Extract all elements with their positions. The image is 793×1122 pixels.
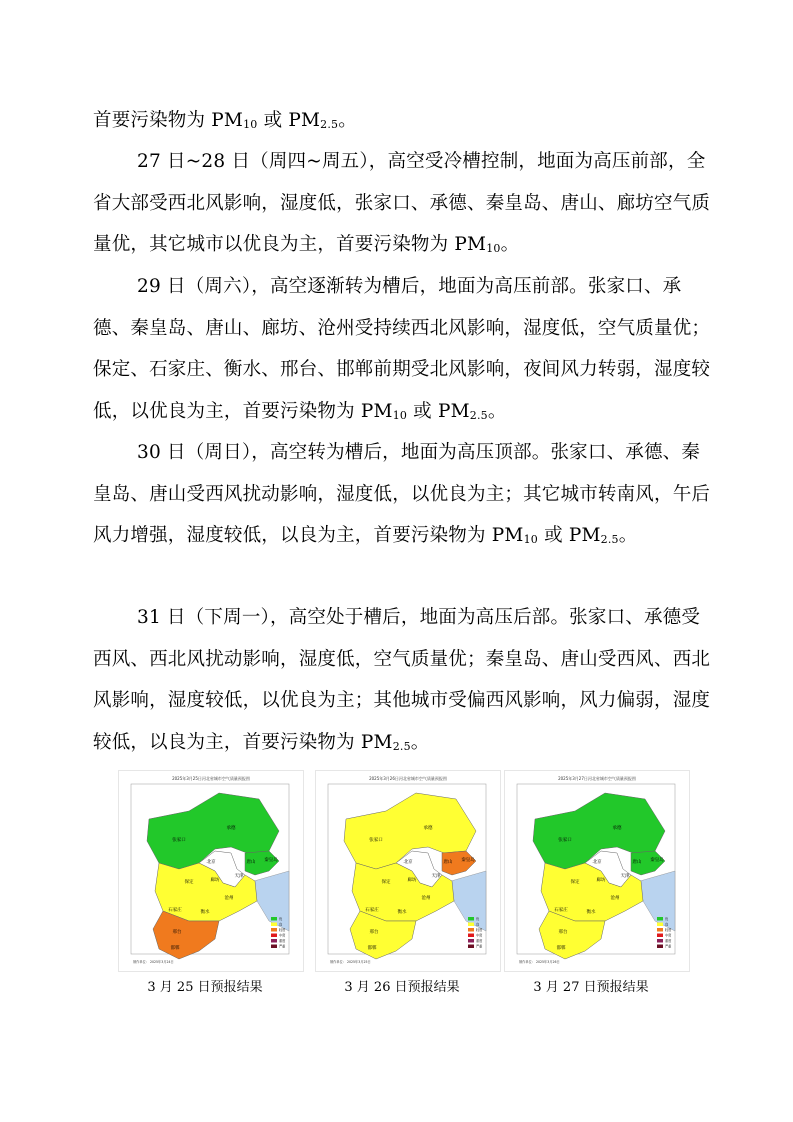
forecast-map-1	[118, 770, 304, 972]
city-label: 保定	[570, 880, 580, 885]
map-title: 2025年3月26日河北省城市空气质量预报图	[369, 776, 447, 781]
city-label: 北京	[403, 860, 413, 865]
city-label: 邢台	[172, 930, 182, 935]
legend-swatch	[468, 934, 474, 938]
city-label: 廊坊	[407, 878, 417, 883]
paragraph-4: 30 日（周日），高空转为槽后，地面为高压顶部。张家口、承德、秦皇岛、唐山受西风扰动影响，湿度低，以优良为主；其它城市转南风，午后风力增强，湿度较低，以良为主，首要污染物为 $PM_{10}$ 或 $PM_{2.5}$。	[93, 442, 711, 546]
city-label: 秦皇岛	[461, 858, 475, 863]
city-label: 承德	[226, 826, 236, 831]
city-label: 邢台	[558, 930, 568, 935]
legend-label: 良	[476, 922, 480, 927]
legend-label: 重度	[476, 939, 483, 943]
legend-swatch	[657, 923, 663, 927]
city-label: 保定	[381, 880, 391, 885]
city-label: 沧州	[610, 896, 620, 901]
city-label: 张家口	[369, 838, 383, 843]
legend-swatch	[657, 917, 663, 921]
city-label: 沧州	[224, 896, 234, 901]
legend-label: 严重	[665, 944, 672, 949]
map-svg	[505, 771, 689, 971]
paragraph-1: 首要污染物为 $PM_{10}$ 或 $PM_{2.5}$。	[93, 110, 357, 131]
legend-label: 轻度	[279, 928, 286, 932]
legend-swatch	[271, 917, 277, 921]
city-label: 沧州	[421, 896, 431, 901]
city-label: 衡水	[397, 910, 407, 915]
legend-swatch	[468, 945, 474, 949]
city-label: 邯郸	[170, 946, 180, 951]
legend-label: 轻度	[665, 928, 672, 932]
city-label: 石家庄	[365, 908, 379, 913]
legend-swatch	[271, 923, 277, 927]
legend-swatch	[468, 923, 474, 927]
city-label: 天津	[431, 874, 441, 879]
legend-label: 中度	[476, 933, 483, 938]
map-title: 2025年3月25日河北省城市空气质量预报图	[172, 776, 250, 781]
city-label: 秦皇岛	[650, 858, 664, 863]
caption-map-2: 3 月 26 日预报结果	[344, 980, 460, 995]
city-label: 唐山	[632, 860, 642, 865]
caption-map-1: 3 月 25 日预报结果	[147, 980, 263, 995]
legend-swatch	[468, 917, 474, 921]
legend-swatch	[271, 934, 277, 938]
legend-label: 严重	[476, 944, 483, 949]
legend-swatch	[657, 945, 663, 949]
paragraph-5: 31 日（下周一），高空处于槽后，地面为高压后部。张家口、承德受西风、西北风扰动影响，湿度低，空气质量优；秦皇岛、唐山受西风、西北风影响，湿度较低，以优良为主；其他城市受偏西风影响，风力偏弱，湿度较低，以良为主，首要污染物为 $PM_{2.5}$。	[93, 607, 711, 753]
city-label: 唐山	[246, 860, 256, 865]
map-svg	[119, 771, 303, 971]
city-label: 邯郸	[556, 946, 566, 951]
city-label: 邢台	[369, 930, 379, 935]
map-svg	[316, 771, 500, 971]
city-label: 衡水	[586, 910, 596, 915]
paragraph-2: 27 日~28 日（周四~周五），高空受冷槽控制，地面为高压前部，全省大部受西北风影响，湿度低，张家口、承德、秦皇岛、唐山、廊坊空气质量优，其它城市以优良为主，首要污染物为 $PM_{10}$。	[93, 151, 711, 255]
paragraph-3: 29 日（周六），高空逐渐转为槽后，地面为高压前部。张家口、承德、秦皇岛、唐山、廊坊、沧州受持续西北风影响，湿度低，空气质量优；保定、石家庄、衡水、邢台、邯郸前期受北风影响，夜间风力转弱，湿度较低，以优良为主，首要污染物为 $PM_{10}$ 或 $PM_{2.5}$。	[93, 276, 711, 422]
map-footer: 制作单位： 2025年3月25日	[330, 960, 371, 964]
legend-label: 良	[279, 922, 283, 927]
legend-swatch	[657, 934, 663, 938]
legend-label: 重度	[665, 939, 672, 943]
legend-label: 中度	[665, 933, 672, 938]
legend-swatch	[657, 928, 663, 932]
legend-label: 重度	[279, 939, 286, 943]
legend-label: 优	[476, 917, 480, 921]
legend-label: 严重	[279, 944, 286, 949]
city-label: 北京	[592, 860, 602, 865]
legend-swatch	[468, 928, 474, 932]
legend-label: 优	[279, 917, 283, 921]
city-label: 天津	[620, 874, 630, 879]
city-label: 衡水	[200, 910, 210, 915]
city-label: 邯郸	[367, 946, 377, 951]
forecast-maps	[118, 770, 688, 970]
legend-swatch	[657, 939, 663, 943]
map-footer: 制作单位： 2025年3月26日	[519, 960, 560, 964]
legend-swatch	[271, 928, 277, 932]
city-label: 石家庄	[168, 908, 182, 913]
map-title: 2025年3月27日河北省城市空气质量预报图	[558, 776, 636, 781]
city-label: 天津	[234, 874, 244, 879]
legend-swatch	[271, 939, 277, 943]
legend-swatch	[271, 945, 277, 949]
map-footer: 制作单位： 2025年3月24日	[133, 960, 174, 964]
city-label: 保定	[184, 880, 194, 885]
city-label: 廊坊	[210, 878, 220, 883]
city-label: 秦皇岛	[264, 858, 278, 863]
city-label: 张家口	[172, 838, 186, 843]
city-label: 唐山	[443, 860, 453, 865]
city-label: 石家庄	[554, 908, 568, 913]
caption-map-3: 3 月 27 日预报结果	[533, 980, 649, 995]
city-label: 承德	[423, 826, 433, 831]
legend-label: 中度	[279, 933, 286, 938]
city-label: 承德	[612, 826, 622, 831]
city-label: 北京	[206, 860, 216, 865]
legend-label: 轻度	[476, 928, 483, 932]
legend-swatch	[468, 939, 474, 943]
forecast-map-2	[315, 770, 501, 972]
legend-label: 良	[665, 922, 669, 927]
city-label: 廊坊	[596, 878, 606, 883]
legend-label: 优	[665, 917, 669, 921]
city-label: 张家口	[558, 838, 572, 843]
forecast-map-3	[504, 770, 690, 972]
